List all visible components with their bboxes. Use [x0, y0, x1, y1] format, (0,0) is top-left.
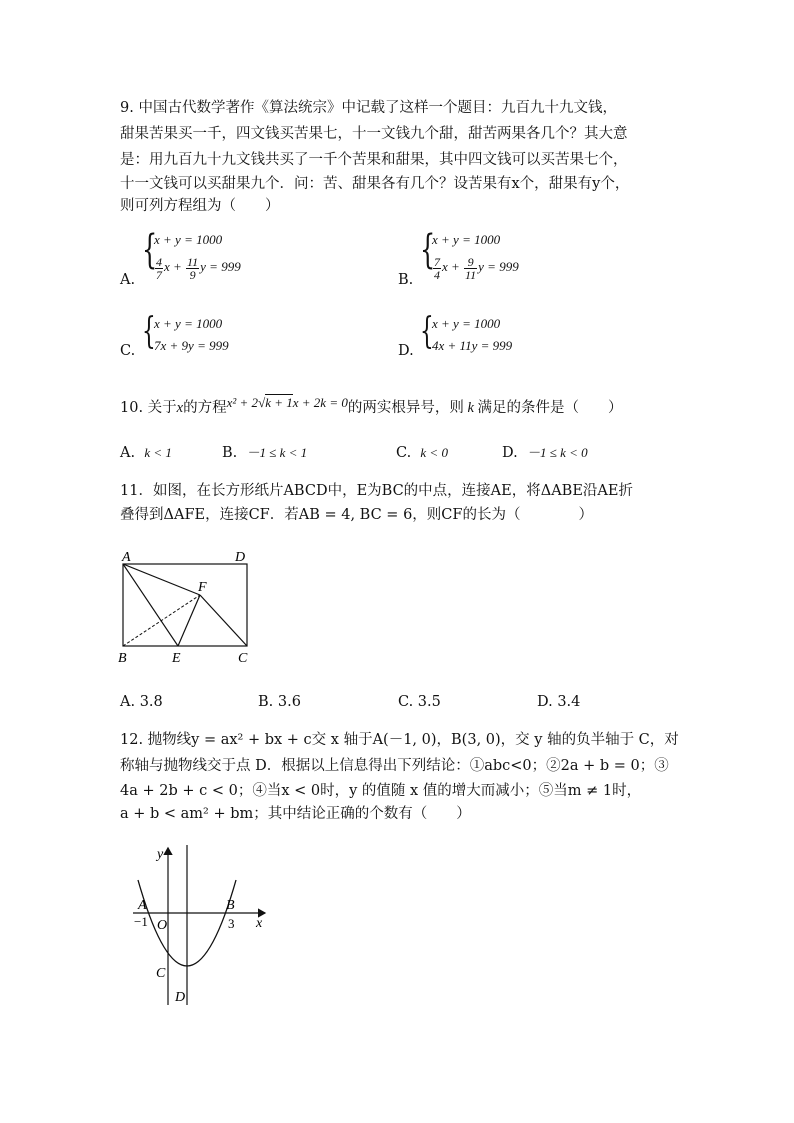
- q9-option-d-label: D.: [398, 343, 414, 359]
- label-a: A: [122, 550, 131, 565]
- q10-equation: x² + 2√k + 1x + 2k = 0: [226, 395, 348, 410]
- fraction: $\frac{4}{7}$: [156, 254, 162, 282]
- q9-option-b-system: [420, 227, 570, 286]
- label-y: y: [157, 847, 164, 862]
- q12-line-3: 4a + 2b + c < 0；④当x < 0时，y 的值随 x 值的增大而减小；⑤当m ≠ 1时，: [120, 783, 642, 799]
- q12-line-2: 称轴与抛物线交于点 D．根据以上信息得出下列结论：①abc<0；②2a + b = 0；③: [120, 758, 669, 774]
- label-b: B: [226, 898, 235, 913]
- label-o: O: [157, 918, 168, 933]
- q9-option-a-system: [142, 227, 282, 286]
- q10-option-c: C. k < 0: [396, 445, 448, 461]
- segment-fc: [200, 595, 247, 646]
- q9-line-3: 是：用九百九十九文钱共买了一千个苦果和甜果，其中四文钱可以买苦果七个，: [120, 152, 628, 168]
- q10-option-a: A. k < 1: [120, 445, 172, 461]
- q12-line-4: a + b < am² + bm；其中结论正确的个数有（ ）: [120, 806, 471, 822]
- label-d: D: [175, 990, 186, 1005]
- label-f: F: [198, 580, 207, 595]
- label-d: D: [235, 550, 246, 565]
- q11-line-2: 叠得到ΔAFE，连接CF．若AB = 4, BC = 6，则CF的长为（ ）: [120, 507, 593, 523]
- label-three: 3: [228, 916, 235, 931]
- q10-stem: 10. 关于x的方程x² + 2√k + 1x + 2k = 0的两实根异号，则 k 满足的条件是（ ）: [120, 395, 623, 416]
- q9-option-d-system: [420, 311, 560, 358]
- label-c: C: [238, 651, 248, 666]
- q9-option-a-eq1: x + y = 1000: [154, 232, 223, 247]
- label-e: E: [172, 651, 181, 666]
- label-b: B: [118, 651, 127, 666]
- q9-option-b-label: B.: [398, 272, 414, 288]
- q9-option-a-eq2: $\frac{4}{7}$ x + $\frac{11}{9}$ y = 999: [156, 254, 241, 282]
- q11-option-d: D. 3.4: [537, 694, 581, 710]
- q9-option-c-eq1: x + y = 1000: [154, 316, 223, 331]
- q11-rectangle-figure: [112, 545, 262, 670]
- q9-line-1: 9. 中国古代数学著作《算法统宗》中记载了这样一个题目：九百九十九文钱，: [120, 100, 617, 116]
- label-a: A: [138, 898, 147, 913]
- q9-option-c-system: [142, 311, 282, 358]
- q12-line-1: 12. 抛物线y = ax² + bx + c交 x 轴于A(－1, 0)，B(3, 0)，交 y 轴的负半轴于 C，对: [120, 732, 679, 748]
- q9-option-c-label: C.: [120, 343, 136, 359]
- brace-icon: {: [142, 227, 158, 273]
- q9-option-c-eq2: 7x + 9y = 999: [154, 338, 229, 353]
- q9-line-4: 十一文钱可以买甜果九个．问：苦、甜果各有几个？设苦果有x个，甜果有y个，: [120, 176, 630, 192]
- q10-option-d: D. －1 ≤ k < 0: [502, 445, 588, 461]
- fraction: $\frac{7}{4}$: [434, 254, 440, 282]
- q10-option-b: B. －1 ≤ k < 1: [222, 445, 308, 461]
- q9-option-b-eq2: $\frac{7}{4}$ x + $\frac{9}{11}$ y = 999: [434, 254, 519, 282]
- label-minus-one: −1: [134, 914, 148, 929]
- q11-option-a: A. 3.8: [120, 694, 163, 710]
- segment-af: [123, 564, 200, 595]
- brace-icon: {: [142, 311, 156, 352]
- fraction: $\frac{9}{11}$: [465, 254, 477, 282]
- label-x: x: [256, 916, 263, 931]
- segment-ae: [123, 564, 178, 646]
- segment-ef: [178, 595, 200, 646]
- brace-icon: {: [420, 311, 434, 352]
- q9-line-5: 则可列方程组为（ ）: [120, 198, 280, 214]
- q9-line-2: 甜果苦果买一千，四文钱买苦果七，十一文钱九个甜，甜苦两果各几个？其大意: [120, 126, 628, 142]
- fraction: $\frac{11}{9}$: [187, 254, 199, 282]
- q9-option-d-eq2: 4x + 11y = 999: [432, 338, 513, 353]
- q9-option-d-eq1: x + y = 1000: [432, 316, 501, 331]
- q11-line-1: 11．如图，在长方形纸片ABCD中，E为BC的中点，连接AE，将ΔABE沿AE折: [120, 483, 633, 499]
- q9-option-b-eq1: x + y = 1000: [432, 232, 501, 247]
- brace-icon: {: [420, 227, 436, 273]
- q11-option-b: B. 3.6: [258, 694, 301, 710]
- q12-parabola-figure: [125, 840, 275, 1010]
- q11-option-c: C. 3.5: [398, 694, 441, 710]
- q9-option-a-label: A.: [120, 272, 136, 288]
- label-c: C: [156, 966, 166, 981]
